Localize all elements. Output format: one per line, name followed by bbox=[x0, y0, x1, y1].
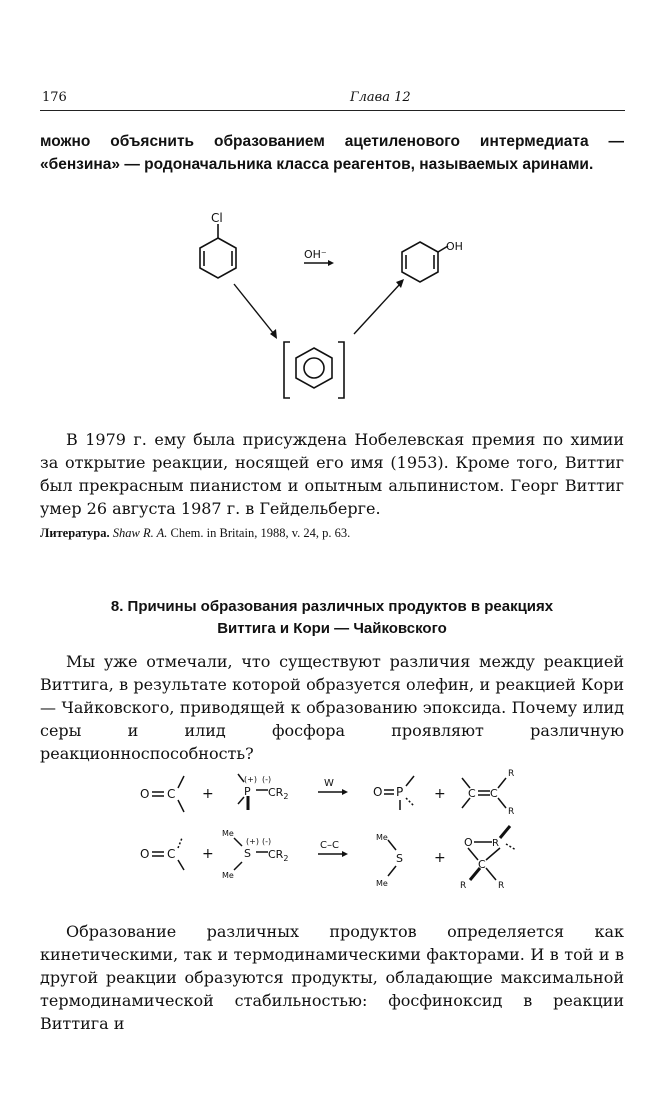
arrow-to-benzyne bbox=[234, 284, 274, 334]
arrow-from-benzyne bbox=[354, 284, 400, 334]
carbonyl-o-1: O bbox=[140, 787, 150, 801]
nobel-paragraph: В 1979 г. ему была присуждена Нобелевская премия по химии за открытие реакции, носящей его имя (1953). Кроме того, Виттиг был прекрасным пианистом и опытным альпинистом. Георг Виттиг умер 26 августа 1987 г. в Гейдельберге. bbox=[40, 430, 624, 518]
plus-1: + bbox=[202, 786, 214, 802]
literature-author: Shaw R. A. bbox=[112, 526, 168, 540]
chlorobenzene-structure bbox=[200, 224, 236, 278]
benzyne-structure bbox=[284, 342, 344, 398]
carbonyl-c-1: C bbox=[167, 787, 176, 801]
s-ylide-cr2: $CR_2$ bbox=[268, 848, 289, 863]
final-paragraph: Образование различных продуктов определяется как кинетическими, так и термодинамическими факторами. И в той и в другой реакции образуются продукты, обладающие максимальной термодинамической стабильностью: фосфиноксид в реакции Виттига и bbox=[40, 922, 624, 1033]
reagent-arrowhead bbox=[328, 260, 334, 266]
s-charge-plus: (+) bbox=[246, 837, 259, 846]
epoxide-r-top: R bbox=[492, 838, 499, 849]
section-title-line1: 8. Причины образования различных продуктов в реакциях bbox=[110, 598, 554, 615]
olefin-r-bottom: R bbox=[508, 807, 515, 817]
literature-source: Chem. in Britain, 1988, v. 24, p. 63. bbox=[170, 526, 351, 540]
page-number: 176 bbox=[42, 90, 67, 105]
sulfur-me-top: Me bbox=[222, 829, 234, 838]
s-charge-minus: (-) bbox=[262, 837, 272, 846]
chloro-label: Cl bbox=[211, 211, 223, 225]
ylide-reactions-scheme bbox=[138, 764, 538, 894]
section-heading bbox=[40, 596, 624, 640]
cc-arrowhead bbox=[342, 851, 348, 857]
phosphine-oxide-p: P bbox=[396, 785, 404, 799]
wittig-arrowhead bbox=[342, 789, 348, 795]
reagent-label: OH⁻ bbox=[304, 248, 327, 261]
literature-label: Литература. bbox=[40, 526, 110, 540]
phosphorus-label: P bbox=[244, 785, 251, 798]
epoxide-o: O bbox=[464, 836, 473, 849]
epoxide-r-left: R bbox=[460, 881, 467, 891]
intro-paragraph: можно объяснить образованием ацетиленового интермедиата — «бензина» — родоначальника класса реагентов, называемых аринами. bbox=[40, 133, 624, 173]
plus-2: + bbox=[434, 786, 446, 802]
p-ylide-cr2: $CR_2$ bbox=[268, 786, 289, 801]
sulfide-me-bottom: Me bbox=[376, 879, 388, 888]
section-paragraph: Мы уже отмечали, что существуют различия между реакцией Виттига, в результате которой образуется олефин, и реакцией Кори — Чайковского, приводящей к образованию эпоксида. Почему илид серы и илид фосфора проявляют различную реакционноспособность? bbox=[40, 652, 624, 763]
carbonyl-c-2: C bbox=[167, 847, 176, 861]
olefin-c-left: C bbox=[468, 787, 476, 800]
cc-arrow-label: C–C bbox=[320, 840, 339, 851]
carbonyl-o-2: O bbox=[140, 847, 150, 861]
olefin-c-right: C bbox=[490, 787, 498, 800]
plus-3: + bbox=[202, 846, 214, 862]
sulfur-me-bottom: Me bbox=[222, 871, 234, 880]
chapter-title: Глава 12 bbox=[350, 90, 411, 105]
phenol-structure bbox=[402, 242, 448, 282]
p-charge-plus: (+) bbox=[244, 775, 257, 784]
olefin-r-top: R bbox=[508, 769, 515, 779]
benzyne-scheme bbox=[180, 210, 480, 410]
phosphine-oxide-o: O bbox=[373, 785, 383, 799]
sulfur-label: S bbox=[244, 847, 251, 860]
wittig-arrow-label: W bbox=[324, 778, 334, 789]
epoxide-c: C bbox=[478, 858, 486, 871]
epoxide-r-right: R bbox=[498, 881, 505, 891]
sulfide-s: S bbox=[396, 852, 403, 865]
literature-reference bbox=[40, 526, 624, 541]
section-title-line2: Виттига и Кори — Чайковского bbox=[217, 620, 447, 637]
hydroxy-label: OH bbox=[446, 240, 463, 253]
plus-4: + bbox=[434, 850, 446, 866]
p-charge-minus: (-) bbox=[262, 775, 272, 784]
page-header bbox=[40, 88, 625, 111]
sulfide-me-top: Me bbox=[376, 833, 388, 842]
